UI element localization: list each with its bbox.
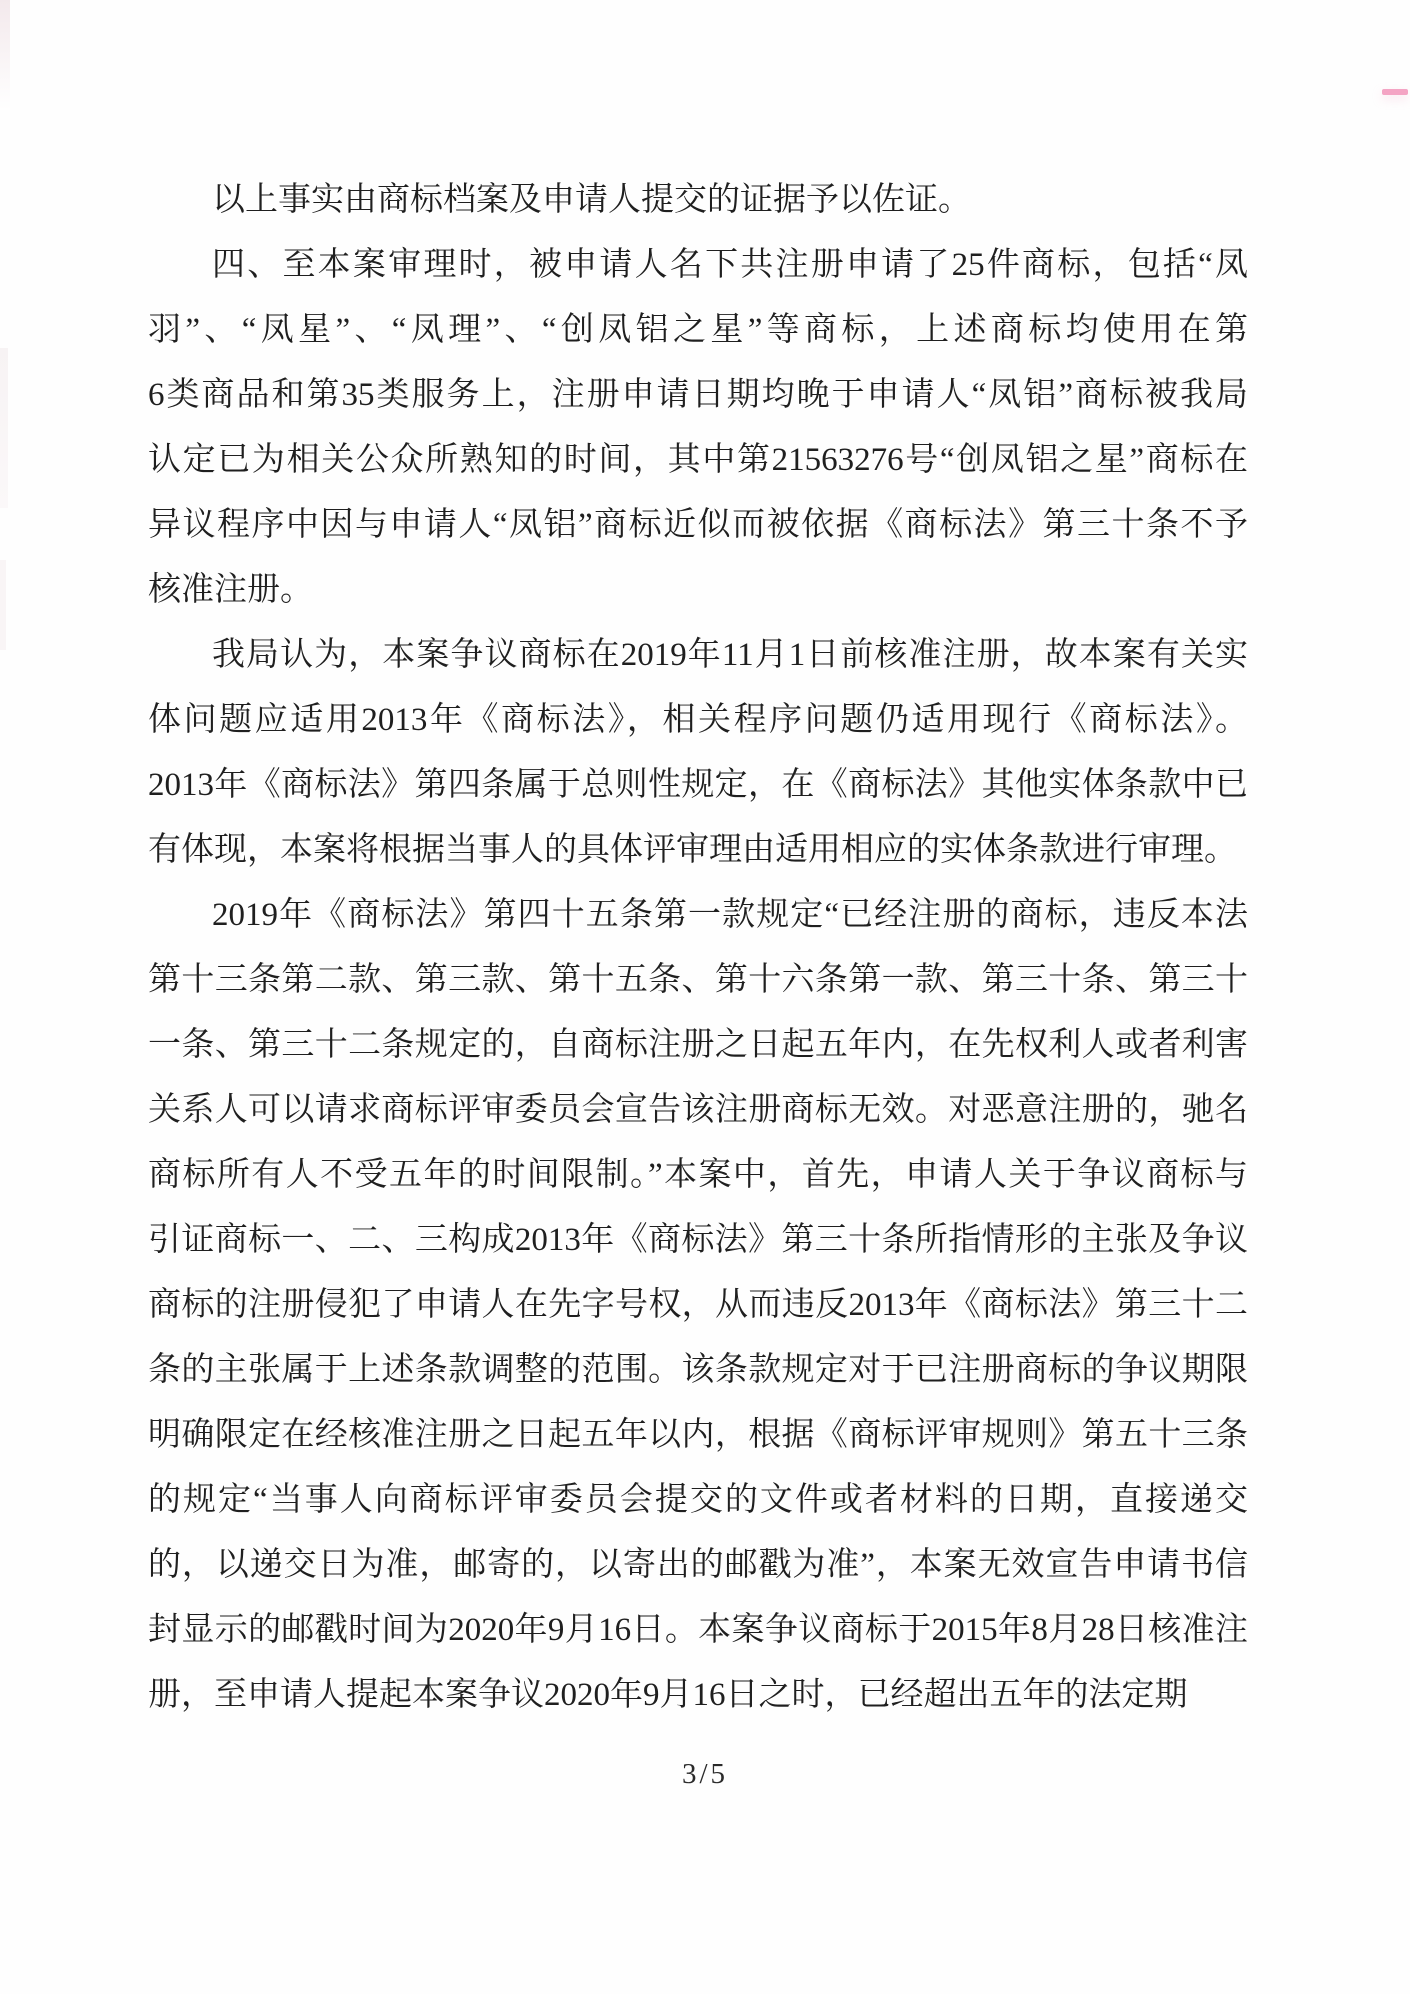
text-line: 6类商品和第35类服务上，注册申请日期均晚于申请人“凤铝”商标被我局 bbox=[148, 377, 1248, 413]
text-line: 册，至申请人提起本案争议2020年9月16日之时，已经超出五年的法定期 bbox=[148, 1677, 1188, 1713]
text-line: 认定已为相关公众所熟知的时间，其中第21563276号“创凤铝之星”商标在 bbox=[148, 442, 1248, 478]
text-line: 以上事实由商标档案及申请人提交的证据予以佐证。 bbox=[212, 182, 971, 218]
text-line: 第十三条第二款、第三款、第十五条、第十六条第一款、第三十条、第三十 bbox=[148, 962, 1248, 998]
text-line: 核准注册。 bbox=[148, 572, 313, 608]
text-line: 一条、第三十二条规定的，自商标注册之日起五年内，在先权利人或者利害 bbox=[148, 1027, 1248, 1063]
text-line: 商标的注册侵犯了申请人在先字号权，从而违反2013年《商标法》第三十二 bbox=[148, 1287, 1248, 1323]
page-number: 3/5 bbox=[681, 1758, 729, 1790]
text-line: 我局认为，本案争议商标在2019年11月1日前核准注册，故本案有关实 bbox=[212, 637, 1248, 673]
scan-artifact-left-edge-top bbox=[0, 0, 10, 110]
scan-artifact-left-edge-mid bbox=[0, 348, 8, 508]
scan-artifact-pink-dash bbox=[1382, 89, 1408, 95]
paragraph bbox=[148, 233, 1248, 623]
paragraph bbox=[148, 883, 1248, 1728]
text-line: 关系人可以请求商标评审委员会宣告该注册商标无效。对恶意注册的，驰名 bbox=[148, 1092, 1248, 1128]
text-line: 商标所有人不受五年的时间限制。”本案中，首先，申请人关于争议商标与 bbox=[148, 1157, 1248, 1193]
document-body-text bbox=[148, 168, 1248, 1728]
text-line: 封显示的邮戳时间为2020年9月16日。本案争议商标于2015年8月28日核准注 bbox=[148, 1612, 1248, 1648]
text-line: 异议程序中因与申请人“凤铝”商标近似而被依据《商标法》第三十条不予 bbox=[148, 507, 1248, 543]
text-line: 有体现，本案将根据当事人的具体评审理由适用相应的实体条款进行审理。 bbox=[148, 832, 1237, 868]
text-line: 的规定“当事人向商标评审委员会提交的文件或者材料的日期，直接递交 bbox=[148, 1482, 1248, 1518]
text-line: 条的主张属于上述条款调整的范围。该条款规定对于已注册商标的争议期限 bbox=[148, 1352, 1248, 1388]
text-line: 明确限定在经核准注册之日起五年以内，根据《商标评审规则》第五十三条 bbox=[148, 1417, 1248, 1453]
text-line: 四、至本案审理时，被申请人名下共注册申请了25件商标，包括“凤 bbox=[212, 247, 1248, 283]
paragraph bbox=[148, 623, 1248, 883]
text-line: 2019年《商标法》第四十五条第一款规定“已经注册的商标，违反本法 bbox=[212, 897, 1248, 933]
text-line: 体问题应适用2013年《商标法》，相关程序问题仍适用现行《商标法》。 bbox=[148, 702, 1248, 738]
paragraph bbox=[148, 168, 1248, 233]
text-line: 引证商标一、二、三构成2013年《商标法》第三十条所指情形的主张及争议 bbox=[148, 1222, 1248, 1258]
text-line: 2013年《商标法》第四条属于总则性规定，在《商标法》其他实体条款中已 bbox=[148, 767, 1248, 803]
text-line: 羽”、“凤星”、“凤理”、“创凤铝之星”等商标，上述商标均使用在第 bbox=[148, 312, 1248, 348]
text-line: 的，以递交日为准，邮寄的，以寄出的邮戳为准”，本案无效宣告申请书信 bbox=[148, 1547, 1248, 1583]
scan-artifact-left-edge-low bbox=[0, 560, 6, 650]
